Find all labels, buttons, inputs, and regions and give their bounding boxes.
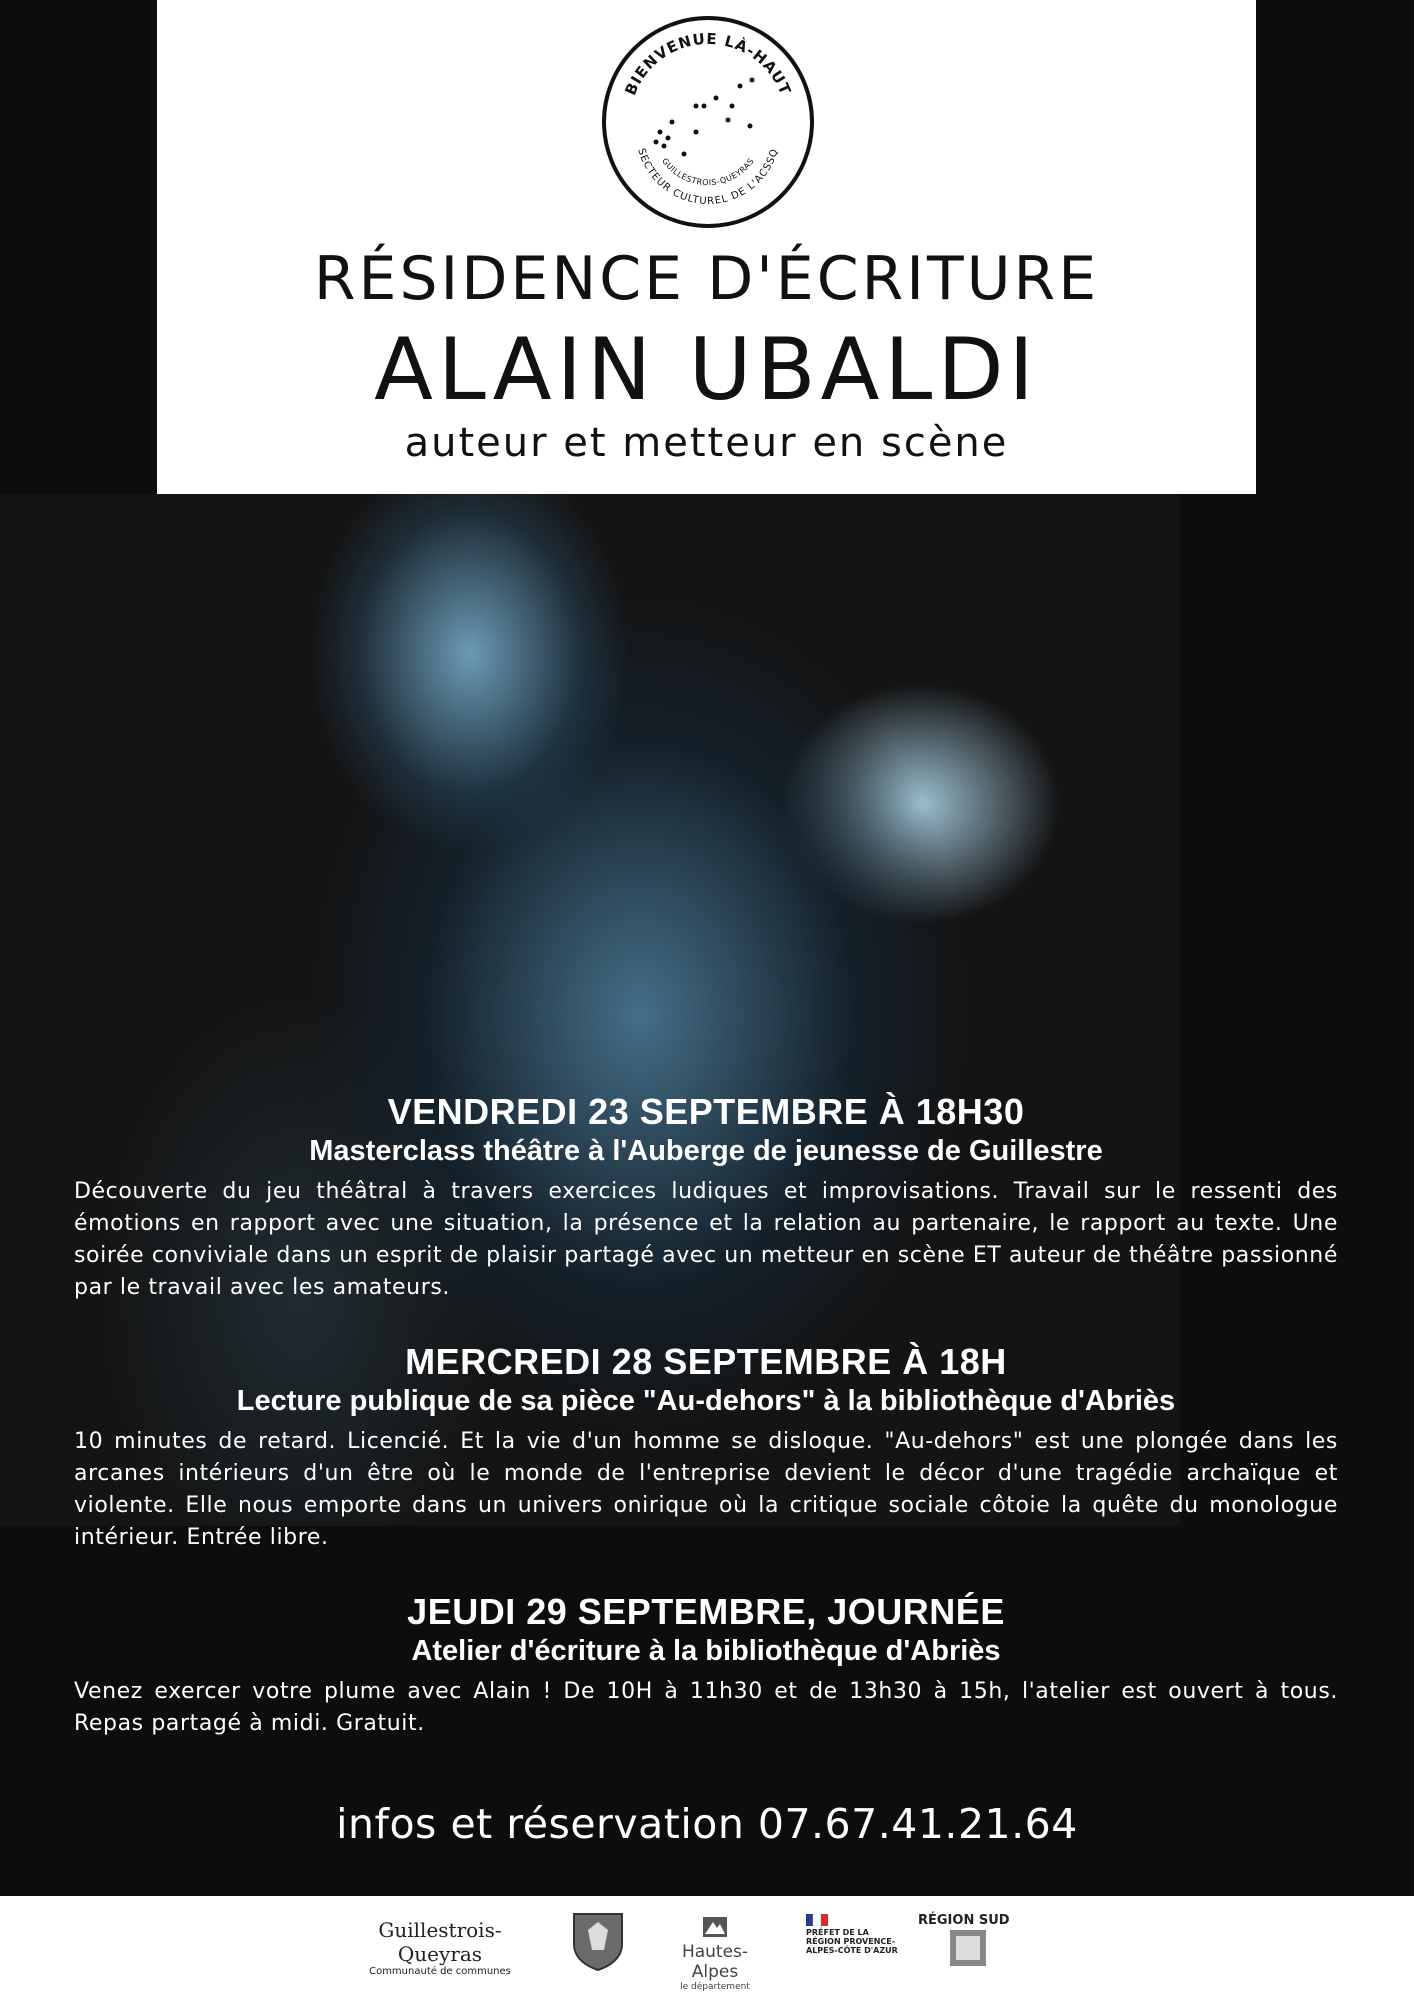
- event-date: VENDREDI 23 SEPTEMBRE À 18H30: [387, 1091, 1025, 1132]
- event-title: Lecture publique de sa pièce "Au-dehors" à la bibliothèque d'Abriès: [236, 1385, 1176, 1417]
- guillestrois-queyras-logo: [340, 1918, 540, 1977]
- event-title: Masterclass théâtre à l'Auberge de jeunesse de Guillestre: [309, 1135, 1103, 1167]
- event-item: [74, 1590, 1338, 1740]
- event-description: 10 minutes de retard. Licencié. Et la vie d'un homme se disloque. "Au-dehors" est une plongée dans les arcanes intérieurs d'un être où le monde de l'entreprise devient le décor d'une tragédie archaïque et violente. Elle nous emporte dans un univers onirique où la critique sociale côtoie la quête du monologue intérieur. Entrée libre.: [74, 1429, 1338, 1550]
- event-date: JEUDI 29 SEPTEMBRE, JOURNÉE: [407, 1591, 1005, 1632]
- prefet-logo: [806, 1914, 906, 1955]
- title-residence: RÉSIDENCE D'ÉCRITURE: [313, 244, 1100, 314]
- region-sud-logo: [918, 1914, 1018, 1972]
- event-item: [74, 1340, 1338, 1554]
- hautes-alpes-sub: le département: [680, 1982, 750, 1992]
- guillestrois-name: Guillestrois-Queyras: [378, 1918, 502, 1966]
- poster-header: [157, 0, 1256, 494]
- guillestrois-sub: Communauté de communes: [369, 1966, 511, 1977]
- event-title: Atelier d'écriture à la bibliothèque d'Abriès: [411, 1635, 1001, 1667]
- logo-bottom-text-2: GUILLESTROIS-QUEYRAS: [660, 156, 756, 188]
- logo-top-text: BIENVENUE LÀ-HAUT: [621, 29, 795, 98]
- logo-bottom-text: SECTEUR CULTUREL DE L'ACSSQ: [635, 147, 781, 208]
- event-description: Découverte du jeu théâtral à travers exercices ludiques et improvisations. Travail sur le ressenti des émotions en rapport avec une situation, la présence et la relation au partenaire, le rapport au texte. Une soirée conviviale dans un esprit de plaisir partagé avec un metteur en scène ET auteur de théâtre passionné par le travail avec les amateurs.: [74, 1179, 1338, 1300]
- event-date: MERCREDI 28 SEPTEMBRE À 18H: [405, 1341, 1007, 1382]
- region-text: RÉGION SUD: [918, 1913, 1010, 1928]
- contact-info: infos et réservation 07.67.41.21.64: [336, 1800, 1078, 1848]
- hautes-alpes-name: Hautes-Alpes: [681, 1942, 749, 1982]
- region-emblem-icon: [948, 1928, 988, 1968]
- event-item: [74, 1090, 1338, 1304]
- event-description: Venez exercer votre plume avec Alain ! De 10H à 11h30 et de 13h30 à 15h, l'atelier est ouvert à tous. Repas partagé à midi. Gratuit.: [74, 1679, 1338, 1736]
- prefet-text: PRÉFET DE LA RÉGION PROVENCE-ALPES-CÔTE D'AZUR: [806, 1928, 898, 1955]
- title-artist-name: ALAIN UBALDI: [374, 320, 1039, 420]
- title-subtitle: auteur et metteur en scène: [404, 420, 1009, 466]
- hautes-alpes-logo: [660, 1916, 770, 1992]
- coat-of-arms-icon: [570, 1910, 626, 1972]
- mountain-icon: [702, 1916, 728, 1938]
- partners-footer: [0, 1896, 1414, 2000]
- marianne-icon: [806, 1914, 828, 1926]
- bienvenue-la-haut-logo: [600, 14, 816, 230]
